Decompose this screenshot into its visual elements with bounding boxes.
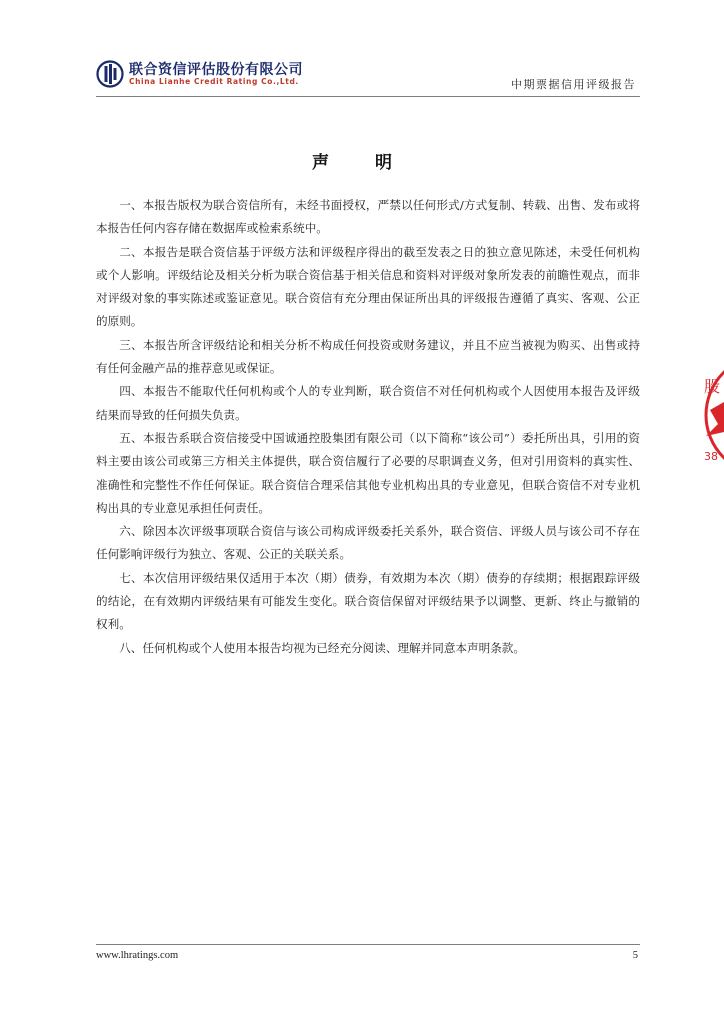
company-name-cn: 联合资信评估股份有限公司 <box>129 62 303 78</box>
page-number: 5 <box>632 950 638 961</box>
declaration-paragraph: 六、除因本次评级事项联合资信与该公司构成评级委托关系外，联合资信、评级人员与该公司不存在任何影响评级行为独立、客观、公正的关联关系。 <box>96 524 640 562</box>
declaration-paragraph: 一、本报告版权为联合资信所有，未经书面授权，严禁以任何形式/方式复制、转载、出售、发布或将本报告任何内容存储在数据库或检索系统中。 <box>96 198 640 236</box>
declaration-title: 声 明 <box>312 153 412 173</box>
footer-divider <box>96 944 640 945</box>
svg-text:38: 38 <box>704 450 718 463</box>
declaration-paragraph: 七、本次信用评级结果仅适用于本次（期）债券，有效期为本次（期）债券的存续期；根据跟踪评级的结论，在有效期内评级结果有可能发生变化。联合资信保留对评级结果予以调整、更新、终止与撤销的权利。 <box>96 570 640 632</box>
page-header <box>96 58 640 98</box>
declaration-paragraph: 三、本报告所含评级结论和相关分析不构成任何投资或财务建议，并且不应当被视为购买、出售或持有任何金融产品的推荐意见或保证。 <box>96 337 640 376</box>
document-type: 中期票据信用评级报告 <box>511 78 636 91</box>
lianhe-logo-icon <box>96 60 124 88</box>
header-divider <box>96 96 640 97</box>
svg-text:股: 股 <box>704 377 721 396</box>
company-name-en: China Lianhe Credit Rating Co.,Ltd. <box>129 77 299 86</box>
declaration-body <box>96 194 640 660</box>
website-url: www.lhratings.com <box>96 950 179 961</box>
declaration-paragraph: 四、本报告不能取代任何机构或个人的专业判断，联合资信不对任何机构或个人因使用本报告及评级结果而导致的任何损失负责。 <box>96 384 640 422</box>
declaration-paragraph: 五、本报告系联合资信接受中国诚通控股集团有限公司（以下简称“该公司”）委托所出具，引用的资料主要由该公司或第三方相关主体提供，联合资信履行了必要的尽职调查义务，但对引用资料的真实性、准确性和完整性不作任何保证。联合资信合理采信其他专业机构出具的专业意见，但联合资信不对专业机构出具的专业意见承担任何责任。 <box>96 430 640 515</box>
company-seal-stamp <box>704 340 724 490</box>
declaration-paragraph: 八、任何机构或个人使用本报告均视为已经充分阅读、理解并同意本声明条款。 <box>119 640 525 655</box>
declaration-paragraph: 二、本报告是联合资信基于评级方法和评级程序得出的截至发表之日的独立意见陈述，未受任何机构或个人影响。评级结论及相关分析为联合资信基于相关信息和资料对评级对象所发表的前瞻性观点，而非对评级对象的事实陈述或鉴证意见。联合资信有充分理由保证所出具的评级报告遵循了真实、客观、公正的原则。 <box>96 244 640 329</box>
